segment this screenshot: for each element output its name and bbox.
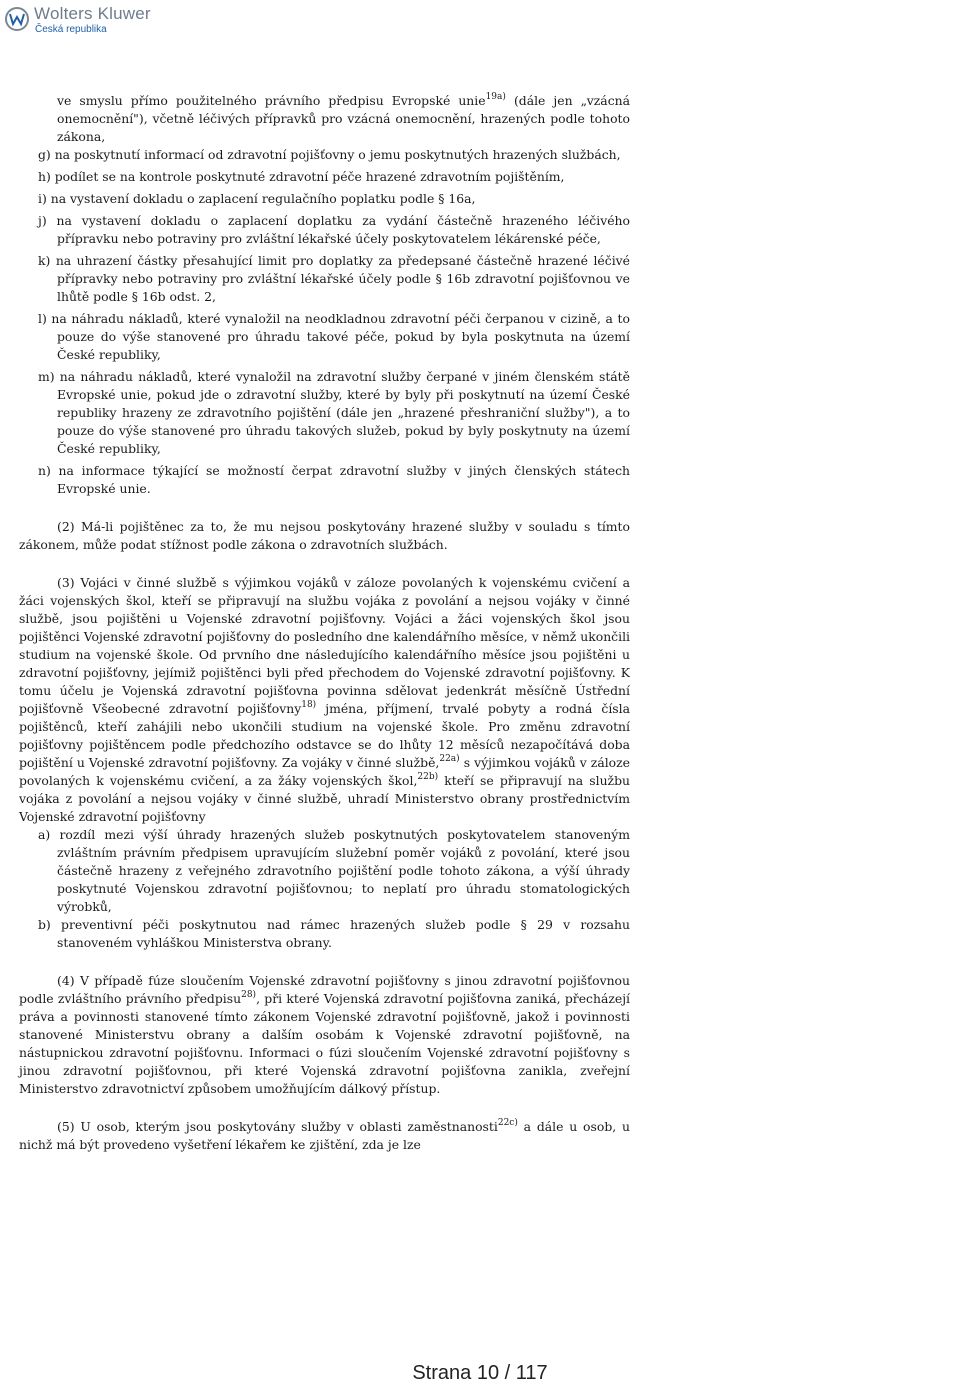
brand-logo: [4, 3, 154, 37]
paragraph-3: (3) Vojáci v činné službě s výjimkou vojáků v záloze povolaných k vojenskému cvičení a žáci vojenských škol, kteří se připravují na službu vojáka z povolání a nejsou vojáky v činné službě, jsou pojištěni u Vojenské zdravotní pojišťovny. Vojáci a žáci vojenských škol jsou pojištěnci Vojenské zdravotní pojišťovny do posledního dne kalendářního měsíce, v němž ukončili studium na vojenské škole. Od prvního dne následujícího kalendářního měsíce jsou pojištěni u zdravotní pojišťovny, jejímiž pojištěnci byli před přechodem do Vojenské zdravotní pojišťovny. K tomu účelu je Vojenská zdravotní pojišťovna povinna sdělovat jedenkrát měsíčně Ústřední pojišťovně Všeobecné zdravotní pojišťovny$^{18)}$ jména, příjmení, trvalé pobyty a rodná čísla pojištěnců, kteří zahájili nebo ukončili studium na vojenské škole. Pro změnu zdravotní pojišťovny pojištěncem podle předchozího odstavce se do lhůty 12 měsíců nezapočítává doba pojištění u Vojenské zdravotní pojišťovny. Za vojáky v činné službě,$^{22a)}$ s výjimkou vojáků v záloze povolaných k vojenskému cvičení, a za žáky vojenských škol,$^{22b)}$ kteří se připravují na službu vojáka z povolání a nejsou vojáky v činné službě, uhradí Ministerstvo obrany prostřednictvím Vojenské zdravotní pojišťovny: [19, 575, 630, 824]
list-item-g: g) na poskytnutí informací od zdravotní pojišťovny o jemu poskytnutých hrazených službách,: [38, 147, 621, 162]
paragraph-4: (4) V případě fúze sloučením Vojenské zdravotní pojišťovny s jinou zdravotní pojišťovnou podle zvláštního právního předpisu$^{28)}$, při které Vojenská zdravotní pojišťovna zaniká, přecházejí práva a povinnosti stanovené tímto zákonem Vojenské zdravotní pojišťovně, jakož i povinnosti stanovené Ministerstvu obrany a dalším osobám k Vojenské zdravotní pojišťovně, na nástupnickou zdravotní pojišťovnu. Informaci o fúzi sloučením Vojenské zdravotní pojišťovny s jinou zdravotní pojišťovnou, při které Vojenská zdravotní pojišťovna zanikla, zveřejní Ministerstvo zdravotnictví způsobem umožňujícím dálkový přístup.: [19, 973, 631, 1096]
list-item-i: i) na vystavení dokladu o zaplacení regulačního poplatku podle § 16a,: [38, 191, 476, 206]
list-item-l: l) na náhradu nákladů, které vynaložil na neodkladnou zdravotní péči čerpanou v cizině, a to pouze do výše stanovené pro úhradu takové péče, pokud by byla poskytnuta na území České republiky,: [38, 311, 630, 362]
paragraph-5: (5) U osob, kterým jsou poskytovány služby v oblasti zaměstnanosti$^{22c)}$ a dále u osob, u nichž má být provedeno vyšetření lékařem ke zjištění, zda je lze: [19, 1118, 630, 1152]
document-body: [19, 92, 630, 1154]
list-item-m: m) na náhradu nákladů, které vynaložil na zdravotní služby čerpané v jiném členském státě Evropské unie, pokud jde o zdravotní služby, které by byly při poskytnutí na území České republiky hrazeny ze zdravotního pojištění (dále jen „hrazené přeshraniční služby"), a to pouze do výše stanovené pro úhradu takových služeb, pokud by byly poskytnuty na území České republiky,: [38, 369, 630, 456]
list-item-h: h) podílet se na kontrole poskytnuté zdravotní péče hrazené zdravotním pojištěním,: [38, 169, 565, 184]
list-item-b: b) preventivní péči poskytnutou nad rámec hrazených služeb podle § 29 v rozsahu stanoveném vyhláškou Ministerstva obrany.: [38, 917, 630, 950]
brand-name: Wolters Kluwer: [34, 4, 151, 23]
list-item-f-continuation: ve smyslu přímo použitelného právního předpisu Evropské unie$^{19a)}$ (dále jen „vzácná onemocnění"), včetně léčivých přípravků pro vzácná onemocnění, hrazených podle tohoto zákona,: [57, 92, 630, 144]
list-item-j: j) na vystavení dokladu o zaplacení doplatku za vydání částečně hrazeného léčivého přípravku nebo potraviny pro zvláštní lékařské účely poskytovatelem lékárenské péče,: [38, 213, 630, 246]
wolters-kluwer-logo-icon: [4, 5, 30, 33]
list-item-k: k) na uhrazení částky přesahující limit pro doplatky za předepsané částečně hrazené léčivé přípravky nebo potraviny pro zvláštní lékařské účely podle § 16b zdravotní pojišťovnou ve lhůtě podle § 16b odst. 2,: [38, 253, 630, 304]
paragraph-2: (2) Má-li pojištěnec za to, že mu nejsou poskytovány hrazené služby v souladu s tímto zákonem, může podat stížnost podle zákona o zdravotních službách.: [19, 519, 630, 552]
page-number: Strana 10 / 117: [412, 1362, 548, 1384]
brand-region: Česká republika: [35, 24, 107, 35]
list-item-a: a) rozdíl mezi výší úhrady hrazených služeb poskytnutých poskytovatelem stanoveným zvláštním právním předpisem upravujícím služební poměr vojáků z povolání, které jsou částečně hrazeny z veřejného zdravotního pojištění podle tohoto zákona, a výší úhrady poskytnuté Vojenskou zdravotní pojišťovnou; to neplatí pro úhradu stomatologických výrobků,: [38, 827, 630, 914]
list-item-n: n) na informace týkající se možností čerpat zdravotní služby v jiných členských státech Evropské unie.: [38, 463, 630, 496]
